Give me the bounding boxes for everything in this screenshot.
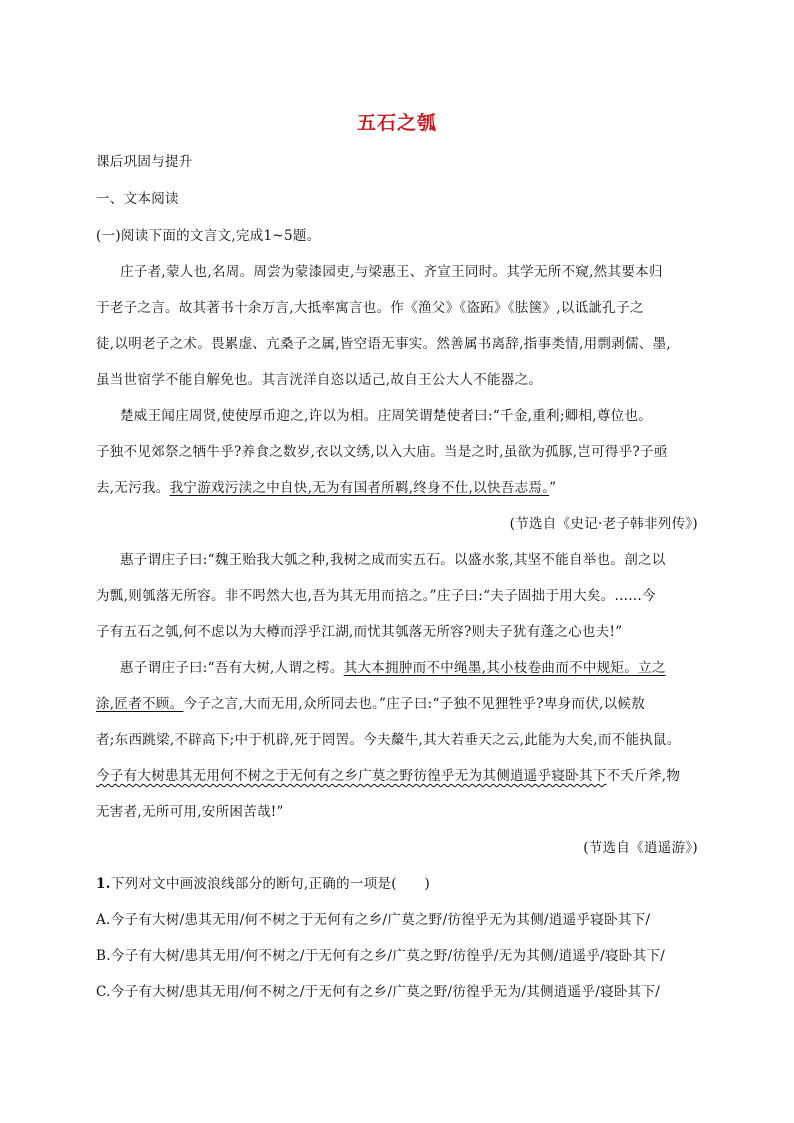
passage2-line: 为瓢,则瓠落无所容。非不呺然大也,吾为其无用而掊之。”庄子曰:“夫子固拙于用大矣。……今 xyxy=(96,588,656,604)
passage1-line: 徒,以明老子之术。畏累虚、亢桑子之属,皆空语无事实。然善属书离辞,指事类情,用剽剥儒、墨, xyxy=(96,336,671,352)
passage2-text: 不夭斤斧,物 xyxy=(606,768,681,784)
wavy-underlined-passage: 今子有大树患其无用何不树之于无何有之乡广莫之野彷徨乎无为其侧逍遥乎寝卧其下 xyxy=(96,768,607,784)
passage2-line xyxy=(120,658,698,678)
passage1-line: 庄子者,蒙人也,名周。周尝为蒙漆园吏,与梁惠王、齐宣王同时。其学无所不窥,然其要本归 xyxy=(120,264,663,280)
question-number: 1. xyxy=(96,876,111,892)
passage2-line: 子有五石之瓠,何不虑以为大樽而浮乎江湖,而忧其瓠落无所容?则夫子犹有蓬之心也夫!” xyxy=(96,624,623,640)
passage1-line: 虽当世宿学不能自解免也。其言洸洋自恣以适己,故自王公大人不能器之。 xyxy=(96,372,543,388)
passage1-line: 于老子之言。故其著书十余万言,大抵率寓言也。作《渔父》《盗跖》《胠箧》,以诋訿孔子之 xyxy=(96,300,644,316)
source-citation: (节选自《史记·老子韩非列传》) xyxy=(509,516,698,532)
page-title: 五石之瓠 xyxy=(356,112,437,134)
source-citation: (节选自《逍遥游》) xyxy=(583,840,698,856)
question-stem xyxy=(96,874,698,894)
section-heading: 课后巩固与提升 xyxy=(96,154,193,170)
passage2-line: 无害者,无所可用,安所困苦哉!” xyxy=(96,804,284,820)
close-quote: ” xyxy=(549,480,557,496)
underlined-sentence: 涂,匠者不顾。 xyxy=(96,696,184,712)
passage1-line xyxy=(96,478,698,498)
passage2-line xyxy=(96,766,698,786)
part-heading: 一、文本阅读 xyxy=(96,191,179,207)
passage1-text: 去,无污我。 xyxy=(96,480,170,496)
passage2-line: 惠子谓庄子曰:“魏王贻我大瓠之种,我树之成而实五石。以盛水浆,其坚不能自举也。剖之以 xyxy=(120,552,666,568)
passage2-text: 今子之言,大而无用,众所同去也。”庄子曰:“子独不见狸牲乎?卑身而伏,以候敖 xyxy=(183,696,646,712)
passage2-line xyxy=(96,694,698,714)
option-b: B.今子有大树/患其无用/何不树之/于无何有之乡/广莫之野/彷徨乎/无为其侧/逍遥乎/寝卧其下/ xyxy=(96,948,666,964)
underlined-sentence: 我宁游戏污渎之中自快,无为有国者所羁,终身不仕,以快吾志焉。 xyxy=(169,480,550,496)
option-a: A.今子有大树/患其无用/何不树之于无何有之乡/广莫之野/彷徨乎无为其侧/逍遥乎寝卧其下/ xyxy=(96,912,651,928)
underlined-sentence: 其大本拥肿而不中绳墨,其小枝卷曲而不中规矩。立之 xyxy=(343,660,666,676)
option-c: C.今子有大树/患其无用/何不树之/于无何有之乡/广莫之野/彷徨乎无为/其侧逍遥乎/寝卧其下/ xyxy=(96,984,661,1000)
instruction: (一)阅读下面的文言文,完成1~5题。 xyxy=(96,228,321,244)
passage2-text: 惠子谓庄子曰:“吾有大树,人谓之樗。 xyxy=(120,660,344,676)
passage1-line: 楚威王闻庄周贤,使使厚币迎之,许以为相。庄周笑谓楚使者曰:“千金,重利;卿相,尊位也。 xyxy=(120,408,653,424)
question-text: 下列对文中画波浪线部分的断句,正确的一项是( ) xyxy=(110,876,431,892)
passage1-line: 子独不见郊祭之牺牛乎?养食之数岁,衣以文绣,以入大庙。当是之时,虽欲为孤豚,岂可得乎?子亟 xyxy=(96,444,668,460)
passage2-line: 者;东西跳梁,不辟高下;中于机辟,死于罔罟。今夫斄牛,其大若垂天之云,此能为大矣,而不能执鼠。 xyxy=(96,732,681,748)
